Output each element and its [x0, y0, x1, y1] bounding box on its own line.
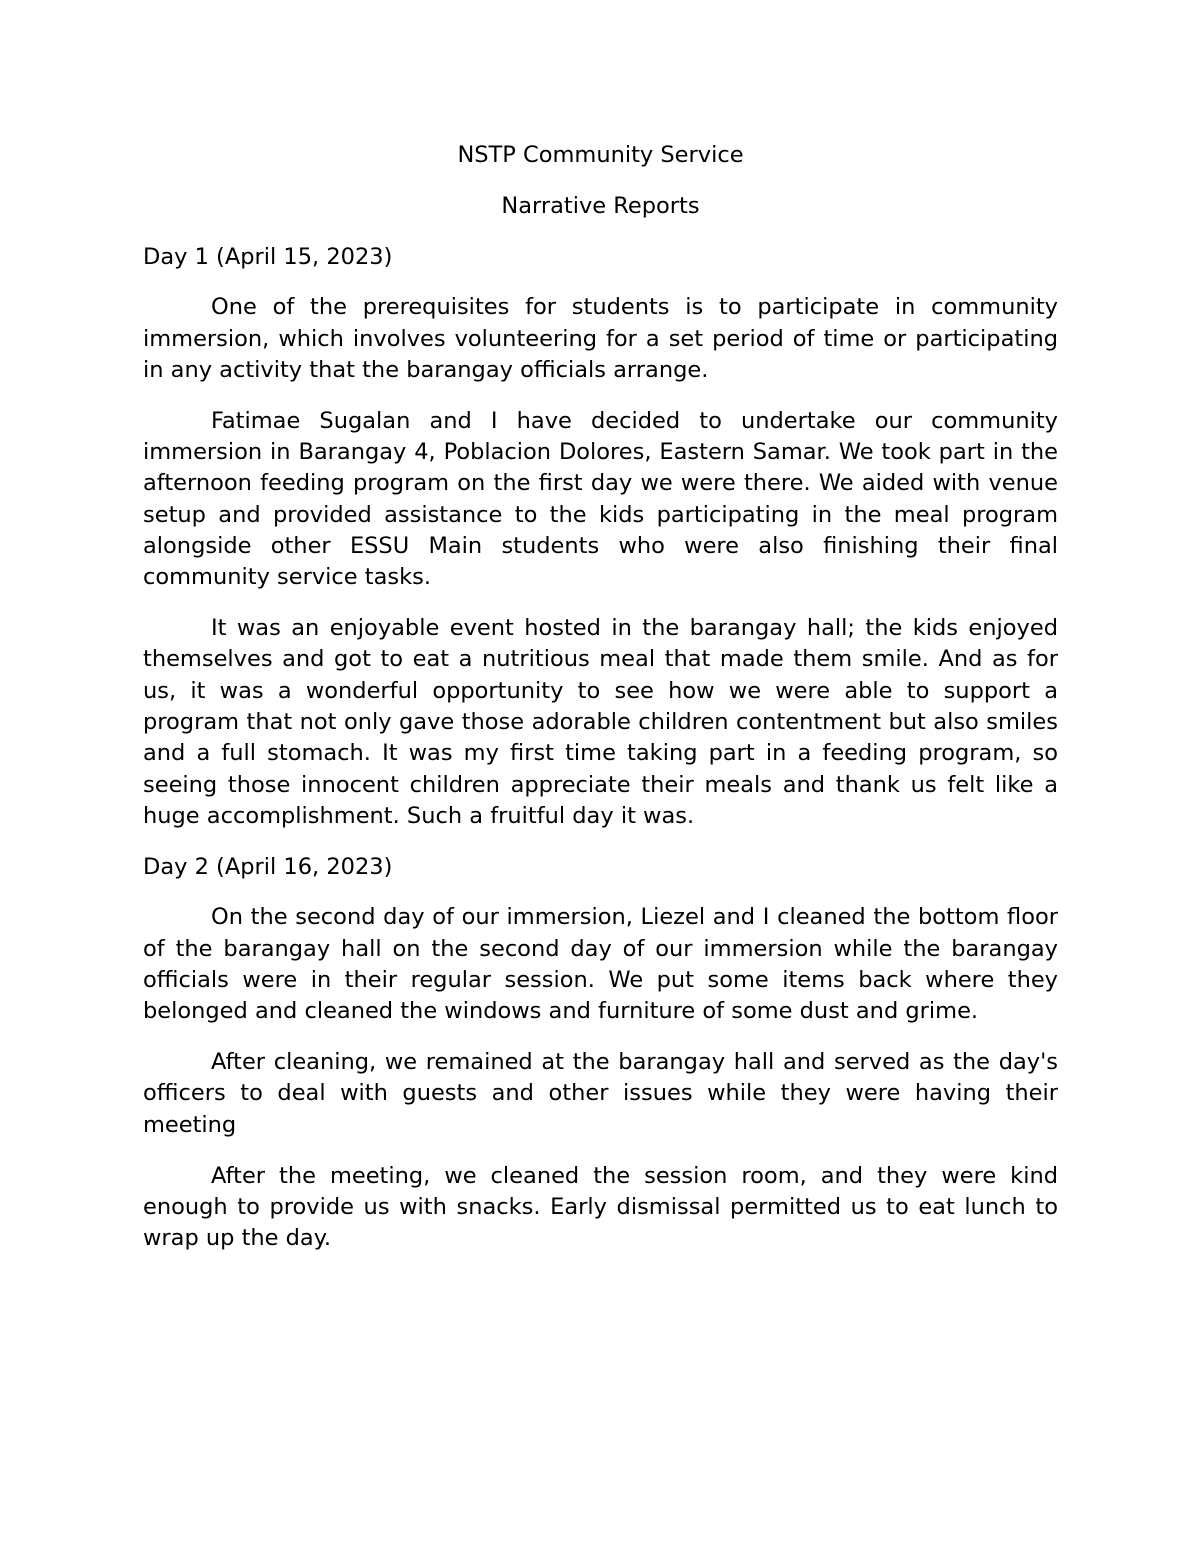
- day-1-paragraph-2: Fatimae Sugalan and I have decided to undertake our community immersion in Barangay 4, Poblacion Dolores, Eastern Samar. We took part in the afternoon feeding program on the first day we were there. We aided with venue setup and provided assistance to the kids participating in the meal program alongside other ESSU Main students who were also finishing their final community service tasks.: [143, 407, 1058, 591]
- document-title: NSTP Community Service: [457, 142, 744, 168]
- day-1-paragraph-1: One of the prerequisites for students is to participate in community immersion, which involves volunteering for a set period of time or participating in any activity that the barangay officials arrange.: [143, 294, 1058, 383]
- day-1-paragraph-3: It was an enjoyable event hosted in the barangay hall; the kids enjoyed themselves and got to eat a nutritious meal that made them smile. And as for us, it was a wonderful opportunity to see how we were able to support a program that not only gave those adorable children contentment but also smiles and a full stomach. It was my first time taking part in a feeding program, so seeing those innocent children appreciate their meals and thank us felt like a huge accomplishment. Such a fruitful day it was.: [143, 615, 1058, 829]
- day-2-paragraph-3: After the meeting, we cleaned the session room, and they were kind enough to provide us with snacks. Early dismissal permitted us to eat lunch to wrap up the day.: [143, 1162, 1058, 1252]
- day-2-heading: Day 2 (April 16, 2023): [143, 853, 393, 880]
- day-1-heading: Day 1 (April 15, 2023): [143, 243, 393, 270]
- document-subtitle: Narrative Reports: [501, 192, 700, 219]
- document-page: [143, 140, 1058, 1274]
- day-2-paragraph-1: On the second day of our immersion, Liezel and I cleaned the bottom floor of the barangay hall on the second day of our immersion while the barangay officials were in their regular session. We put some items back where they belonged and cleaned the windows and furniture of some dust and grime.: [143, 904, 1058, 1025]
- day-2-paragraph-2: After cleaning, we remained at the barangay hall and served as the day's officers to deal with guests and other issues while they were having their meeting: [143, 1049, 1058, 1138]
